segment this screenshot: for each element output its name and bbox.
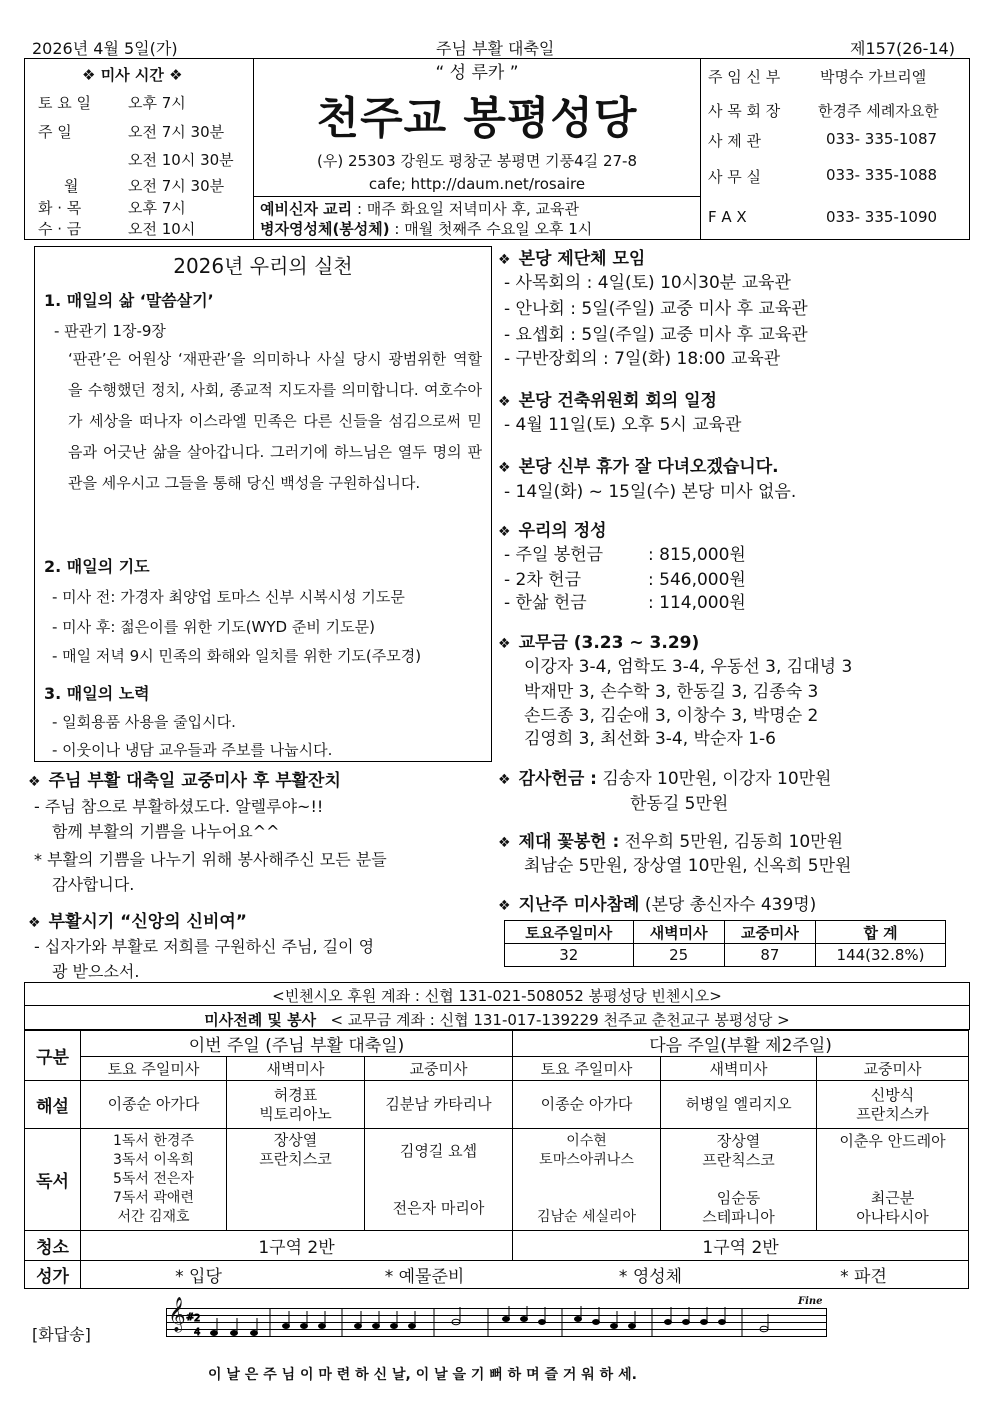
mass-times-title: ❖ 미사 시간 ❖ xyxy=(82,66,183,84)
practice-section-effort: 3. 매일의 노력 xyxy=(44,684,150,703)
reading-cell: 1독서 한경주 3독서 이옥희 5독서 전은자 7독서 곽애련 서간 김재호 xyxy=(113,1133,194,1225)
building-item: - 4월 11일(토) 오후 5시 교육관 xyxy=(504,415,742,435)
parish-name: 천주교 봉평성당 xyxy=(316,93,638,144)
diamond-icon: ❖ xyxy=(498,394,511,410)
catechumen-info: 예비신자 교리 : 매주 화요일 저녁미사 후, 교육관 xyxy=(260,200,579,218)
psalm-notes xyxy=(166,1306,830,1340)
attendance-header: 교중미사 xyxy=(724,921,815,944)
prayer-item: - 미사 전: 가경자 최양업 토마스 신부 시복시성 기도문 xyxy=(52,588,405,606)
prayer-item: - 매일 저녁 9시 민족의 화해와 일치를 위한 기도(주모경) xyxy=(52,647,422,665)
diamond-icon: ❖ xyxy=(82,66,96,84)
effort-item: - 일회용품 사용을 줄입시다. xyxy=(52,713,236,731)
contact-label: 사 제 관 xyxy=(708,132,762,150)
practice-title: 2026년 우리의 실천 xyxy=(173,254,353,278)
svg-text:#: # xyxy=(186,1312,195,1323)
cleaning-cell: 1구역 2반 xyxy=(81,1231,513,1261)
column-header: 새벽미사 xyxy=(661,1057,817,1081)
column-header: 토요 주일미사 xyxy=(513,1057,661,1081)
effort-item: - 이웃이나 냉담 교우들과 주보를 나눕시다. xyxy=(52,741,333,759)
thanks-offering: ❖ 감사헌금 : 김송자 10만원, 이강자 10만원 xyxy=(498,769,832,789)
mass-time: 오전 10시 xyxy=(128,220,196,238)
column-header: 토요 주일미사 xyxy=(81,1057,227,1081)
contact-value: 033- 335-1090 xyxy=(826,208,938,226)
reading-cell: 김영길 요셉 전은자 마리아 xyxy=(392,1141,485,1217)
easter-party-line: - 주님 참으로 부활하셨도다. 알렐루야~!! xyxy=(34,797,324,816)
practice-scripture-body: ‘판관’은 어원상 ‘재판관’을 의미하나 사실 당시 광범위한 역할을 수행했던 정치, 사회, 종교적 지도자를 의미합니다. 여호수아가 세상을 떠나자 이스라엘 민족은 다른 신들을 섬김으로써 믿음과 어긋난 삶을 살아갑니다. 그러기에 하느님은 열두 명의 판관을 세우시고 그들을 통해 당신 백성을 구원하십니다. xyxy=(68,350,482,492)
diamond-icon: ❖ xyxy=(498,772,511,788)
contact-label: F A X xyxy=(708,208,747,226)
attendance-header: 새벽미사 xyxy=(633,921,724,944)
dues-line: 이강자 3-4, 엄학도 3-4, 우동선 3, 김대녕 3 xyxy=(524,657,853,677)
feast-title: 주님 부활 대축일 xyxy=(436,39,555,58)
hymn-label: 성가 xyxy=(25,1261,81,1289)
prayer-item: - 미사 후: 젊은이를 위한 기도(WYD 준비 기도문) xyxy=(52,618,375,636)
contact-label: 사 목 회 장 xyxy=(708,102,781,120)
mass-time: 오후 7시 xyxy=(128,94,186,112)
diamond-icon: ❖ xyxy=(498,524,511,540)
contact-value: 박명수 가브리엘 xyxy=(820,68,927,86)
reading-cell: 장상열 프란치스코 xyxy=(259,1131,332,1168)
building-title: ❖ 본당 건축위원회 회의 일정 xyxy=(498,391,717,411)
commentary-label: 해설 xyxy=(25,1081,81,1129)
dues-line: 김영희 3, 최선화 3-4, 박순자 1-6 xyxy=(524,729,776,749)
mass-time: 오전 10시 30분 xyxy=(128,151,234,169)
diamond-icon: ❖ xyxy=(498,252,511,268)
contact-value: 한경주 세례자요한 xyxy=(818,102,939,120)
mass-time: 오전 7시 30분 xyxy=(128,123,225,141)
mass-day: 수 · 금 xyxy=(38,220,82,238)
column-header: 새벽미사 xyxy=(227,1057,365,1081)
hymn-offertory: * 예물준비 xyxy=(384,1267,465,1287)
offering-label: - 한삶 헌금 xyxy=(504,593,587,613)
treble-clef-icon: 𝄞 xyxy=(168,1297,186,1332)
attendance-header: 합 계 xyxy=(816,921,946,944)
offering-value: : 114,000원 xyxy=(648,593,746,613)
contact-value: 033- 335-1087 xyxy=(826,130,938,148)
fine-mark: Fine xyxy=(798,1296,823,1307)
cleaning-cell: 1구역 2반 xyxy=(513,1231,969,1261)
offering-label: - 2차 헌금 xyxy=(504,570,582,590)
commentary-cell: 이종순 아가다 xyxy=(107,1095,200,1113)
offering-value: : 546,000원 xyxy=(648,570,746,590)
group-item: - 요셉회 : 5일(주일) 교중 미사 후 교육관 xyxy=(504,325,808,345)
reading-label: 독서 xyxy=(25,1129,81,1231)
bulletin-date: 2026년 4월 5일(가) xyxy=(32,39,178,58)
mass-time: 오후 7시 xyxy=(128,199,186,217)
svg-text:2: 2 xyxy=(194,1313,201,1324)
parish-cafe-link[interactable]: cafe; http://daum.net/rosaire xyxy=(368,175,586,193)
issue-number: 제157(26-14) xyxy=(850,39,955,58)
group-item: - 사목회의 : 4일(토) 10시30분 교육관 xyxy=(504,273,791,293)
diamond-icon: ❖ xyxy=(28,915,41,931)
attendance-title: ❖ 지난주 미사참례 (본당 총신자수 439명) xyxy=(498,895,817,915)
patron-saint: “ 성 루카 ” xyxy=(435,63,519,83)
diamond-icon: ❖ xyxy=(169,66,183,84)
liturgy-schedule-table xyxy=(24,1030,969,1289)
mass-day: 화 · 목 xyxy=(38,199,82,217)
groups-title: ❖ 본당 제단체 모임 xyxy=(498,249,646,269)
attendance-table xyxy=(504,920,946,967)
column-header: 교중미사 xyxy=(817,1057,969,1081)
cleaning-label: 청소 xyxy=(25,1231,81,1261)
commentary-cell: 이종순 아가다 xyxy=(540,1095,633,1113)
commentary-cell: 김분남 카타리나 xyxy=(385,1095,492,1113)
group-item: - 구반장회의 : 7일(화) 18:00 교육관 xyxy=(504,349,781,369)
easter-party-line: 함께 부활의 기쁨을 나누어요^^ xyxy=(52,822,280,841)
parish-address: (우) 25303 강원도 평창군 봉평면 기풍4길 27-8 xyxy=(317,152,637,170)
easter-party-line: 감사합니다. xyxy=(52,875,135,894)
commentary-cell: 허병일 엘리지오 xyxy=(685,1095,792,1113)
reading-cell: 이수현 토마스아퀴나스 김남순 세실리아 xyxy=(536,1133,637,1225)
next-week-header: 다음 주일(부활 제2주일) xyxy=(513,1031,969,1057)
flower-offering: ❖ 제대 꽃봉헌 : 전우희 5만원, 김동희 10만원 xyxy=(498,832,844,852)
svg-text:4: 4 xyxy=(194,1327,201,1338)
mass-day: 월 xyxy=(64,177,79,195)
diamond-icon: ❖ xyxy=(28,774,41,790)
psalm-label: [화답송] xyxy=(32,1325,91,1344)
commentary-cell: 허경표 빅토리아노 xyxy=(259,1085,332,1123)
this-week-header: 이번 주일 (주님 부활 대축일) xyxy=(81,1031,513,1057)
column-header: 교중미사 xyxy=(365,1057,513,1081)
practice-section-word: 1. 매일의 삶 ‘말씀살기’ xyxy=(44,291,214,310)
schedule-gubun: 구분 xyxy=(25,1031,81,1081)
attendance-value: 87 xyxy=(724,944,815,967)
group-item: - 안나회 : 5일(주일) 교중 미사 후 교육관 xyxy=(504,299,808,319)
attendance-header: 토요주일미사 xyxy=(505,921,634,944)
vacation-title: ❖ 본당 신부 휴가 잘 다녀오겠습니다. xyxy=(498,457,779,477)
mass-day: 토 요 일 xyxy=(38,94,92,112)
mass-day: 주 일 xyxy=(38,123,72,141)
attendance-value: 25 xyxy=(633,944,724,967)
diamond-icon: ❖ xyxy=(498,636,511,652)
mass-time: 오전 7시 30분 xyxy=(128,177,225,195)
practice-section-prayer: 2. 매일의 기도 xyxy=(44,557,150,576)
dues-account-line: 미사전례 및 봉사 < 교무금 계좌 : 신협 131-017-139229 천주교 춘천교구 봉평성당 > xyxy=(204,1011,790,1029)
offering-title: ❖ 우리의 정성 xyxy=(498,521,607,541)
diamond-icon: ❖ xyxy=(498,898,511,914)
contact-label: 사 무 실 xyxy=(708,168,762,186)
attendance-value: 32 xyxy=(505,944,634,967)
contact-value: 033- 335-1088 xyxy=(826,166,938,184)
commentary-cell: 신방식 프란치스카 xyxy=(856,1085,929,1123)
easter-prayer-line: 광 받으소서. xyxy=(52,962,140,981)
contact-label: 주 임 신 부 xyxy=(708,68,781,86)
vacation-item: - 14일(화) ~ 15일(수) 본당 미사 없음. xyxy=(504,482,797,502)
thanks-line: 한동길 5만원 xyxy=(630,794,729,814)
sick-communion-info: 병자영성체(봉성체) : 매월 첫째주 수요일 오후 1시 xyxy=(260,220,593,238)
reading-cell: 이춘우 안드레아 최근분 아나타시아 xyxy=(839,1132,946,1226)
reading-cell: 장상열 프란칙스코 임순동 스테파니아 xyxy=(702,1132,775,1226)
hymn-dismissal: * 파견 xyxy=(840,1267,887,1287)
dues-title: ❖ 교무금 (3.23 ~ 3.29) xyxy=(498,633,700,653)
hymn-communion: * 영성체 xyxy=(618,1267,683,1287)
dues-line: 손드종 3, 김순애 3, 이창수 3, 박명순 2 xyxy=(524,706,819,726)
psalm-lyrics: 이 날 은 주 님 이 마 련 하 신 날, 이 날 을 기 뻐 하 며 즐 거 워 하 세. xyxy=(208,1367,637,1383)
offering-value: : 815,000원 xyxy=(648,545,746,565)
easter-party-title: ❖ 주님 부활 대축일 교중미사 후 부활잔치 xyxy=(28,771,341,791)
practice-scripture-ref: - 판관기 1장-9장 xyxy=(54,322,166,340)
diamond-icon: ❖ xyxy=(498,460,511,476)
hymn-entrance: * 입당 xyxy=(175,1267,222,1287)
flowers-line: 최남순 5만원, 장상열 10만원, 신옥희 5만원 xyxy=(524,856,852,876)
attendance-value: 144(32.8%) xyxy=(816,944,946,967)
hymn-row xyxy=(81,1261,969,1289)
dues-line: 박재만 3, 손수학 3, 한동길 3, 김종숙 3 xyxy=(524,682,819,702)
diamond-icon: ❖ xyxy=(498,835,511,851)
easter-prayer-title: ❖ 부활시기 “신앙의 신비여” xyxy=(28,912,247,932)
easter-party-line: * 부활의 기쁨을 나누기 위해 봉사해주신 모든 분들 xyxy=(34,850,387,869)
vincent-account: <빈첸시오 후원 계좌 : 신협 131-021-508052 봉평성당 빈첸시오> xyxy=(272,987,722,1005)
offering-label: - 주일 봉헌금 xyxy=(504,545,604,565)
easter-prayer-line: - 십자가와 부활로 저희를 구원하신 주님, 길이 영 xyxy=(34,937,375,956)
